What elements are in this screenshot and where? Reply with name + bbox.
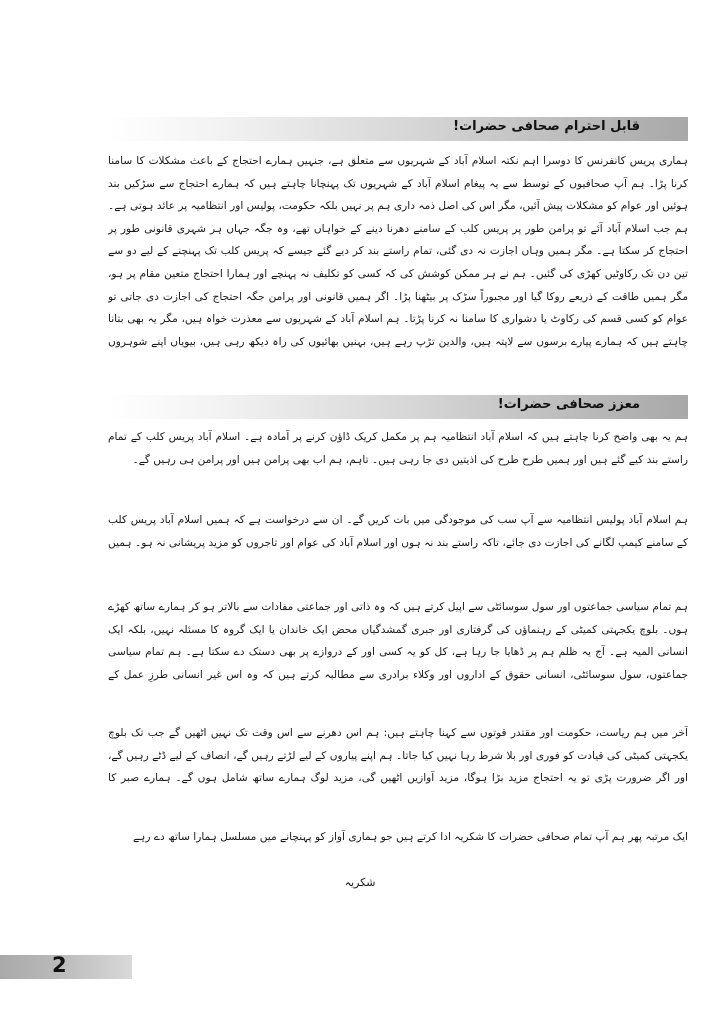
closing-signoff: شکریہ: [344, 876, 376, 889]
section-heading-bar-1: [108, 117, 688, 141]
section-heading-bar-2: [108, 395, 688, 419]
paragraph-4: ہم تمام سیاسی جماعتوں اور سول سوسائٹی سے اپیل کرتے ہیں کہ وہ ذاتی اور جماعتی مفادات سے بالاتر ہو کر ہمارے ساتھ کھڑے ہوں۔ بلوچ یکجہتی کمیٹی کے رہنماؤں کی گرفتاری اور جبری گمشدگیاں محض ایک خاندان یا ایک گروہ کا مسئلہ نہیں، بلکہ ایک انسانی المیہ ہے۔ آج یہ ظلم ہم پر ڈھایا جا رہا ہے، کل کو یہ کسی اور کے دروازے پر بھی دستک دے سکتا ہے۔ ہم تمام سیاسی جماعتوں، سول سوسائٹی، انسانی حقوق کے اداروں اور وکلاء برادری سے مطالبہ کرتے ہیں کہ وہ اس غیر انسانی طرزِ عمل کے: [108, 601, 688, 681]
page-number: 2: [52, 953, 67, 977]
section-heading-2: معزز صحافی حضرات!: [497, 397, 640, 412]
paragraph-1: ہماری پریس کانفرنس کا دوسرا اہم نکتہ اسلام آباد کے شہریوں سے متعلق ہے، جنہیں ہمارے احتجاج کے باعث مشکلات کا سامنا کرنا پڑا۔ ہم آپ صحافیوں کے توسط سے یہ پیغام اسلام آباد کے شہریوں تک پہنچانا چاہتے ہیں کہ ہمارے احتجاج سے سڑکیں بند ہوئیں اور عوام کو مشکلات پیش آئیں، مگر اس کی اصل ذمہ داری ہم پر نہیں بلکہ حکومت، پولیس اور انتظامیہ پر عائد ہوتی ہے۔ ہم جب اسلام آباد آئے تو پرامن طور پر پریس کلب کے سامنے دھرنا دینے کے خواہاں تھے، وہ جگہ جہاں ہر شہری قانونی طور پر احتجاج کر سکتا ہے۔ مگر ہمیں وہاں اجازت نہ دی گئی، تمام راستے بند کر دیے گئے جیسے کہ پریس کلب تک پہنچنے کے لیے دو سے تین دن تک رکاوٹیں کھڑی کی گئیں۔ ہم نے ہر ممکن کوشش کی کہ کسی کو تکلیف نہ پہنچے اور ہمارا احتجاج متعین مقام پر ہو، مگر ہمیں طاقت کے ذریعے روکا گیا اور مجبوراً سڑک پر بیٹھنا پڑا۔ اگر ہمیں قانونی اور پرامن جگہ احتجاج کی اجازت دی جاتی تو عوام کو کسی قسم کی رکاوٹ یا دشواری کا سامنا نہ کرنا پڑتا۔ ہم اسلام آباد کے شہریوں سے معذرت خواہ ہیں، مگر یہ بھی بتانا چاہتے ہیں کہ ہمارے پیارے برسوں سے لاپتہ ہیں، والدین تڑپ رہے ہیں، بہنیں بھائیوں کی راہ دیکھ رہی ہیں، بیویاں اپنے شوہروں: [108, 155, 688, 348]
paragraph-2: ہم یہ بھی واضح کرنا چاہتے ہیں کہ اسلام آباد انتظامیہ ہم پر مکمل کریک ڈاؤن کرنے پر آمادہ ہے۔ اسلام آباد پریس کلب کے تمام راستے بند کیے گئے ہیں اور ہمیں طرح طرح کی اذیتیں دی جا رہی ہیں۔ تاہم، ہم اب بھی پرامن ہیں اور پرامن ہی رہیں گے۔: [108, 431, 688, 466]
paragraph-5: آخر میں ہم ریاست، حکومت اور مقتدر قوتوں سے کہنا چاہتے ہیں: ہم اس دھرنے سے اس وقت تک نہیں اٹھیں گے جب تک بلوچ یکجہتی کمیٹی کی قیادت کو فوری اور بلا شرط رہا نہیں کیا جاتا۔ ہم اپنے پیاروں کے لیے لڑتے رہیں گے، انصاف کے لیے ڈٹے رہیں گے، اور اگر ضرورت پڑی تو یہ احتجاج مزید بڑا ہوگا، مزید آوازیں اٹھیں گی، مزید لوگ ہمارے ساتھ شامل ہوں گے۔ ہمارے صبر کا: [108, 727, 688, 785]
section-heading-1: قابل احترام صحافی حضرات!: [453, 119, 640, 134]
paragraph-3: ہم اسلام آباد پولیس انتظامیہ سے آپ سب کی موجودگی میں بات کریں گے۔ ان سے درخواست ہے کہ ہمیں اسلام آباد پریس کلب کے سامنے کیمپ لگانے کی اجازت دی جائے، تاکہ راستے بند نہ ہوں اور اسلام آباد کی عوام اور تاجروں کو مزید پریشانی نہ ہو۔ ہمیں: [108, 514, 688, 549]
paragraph-6: ایک مرتبہ پھر ہم آپ تمام صحافی حضرات کا شکریہ ادا کرتے ہیں جو ہماری آواز کو پہنچانے میں مسلسل ہمارا ساتھ دے رہے: [132, 831, 688, 843]
